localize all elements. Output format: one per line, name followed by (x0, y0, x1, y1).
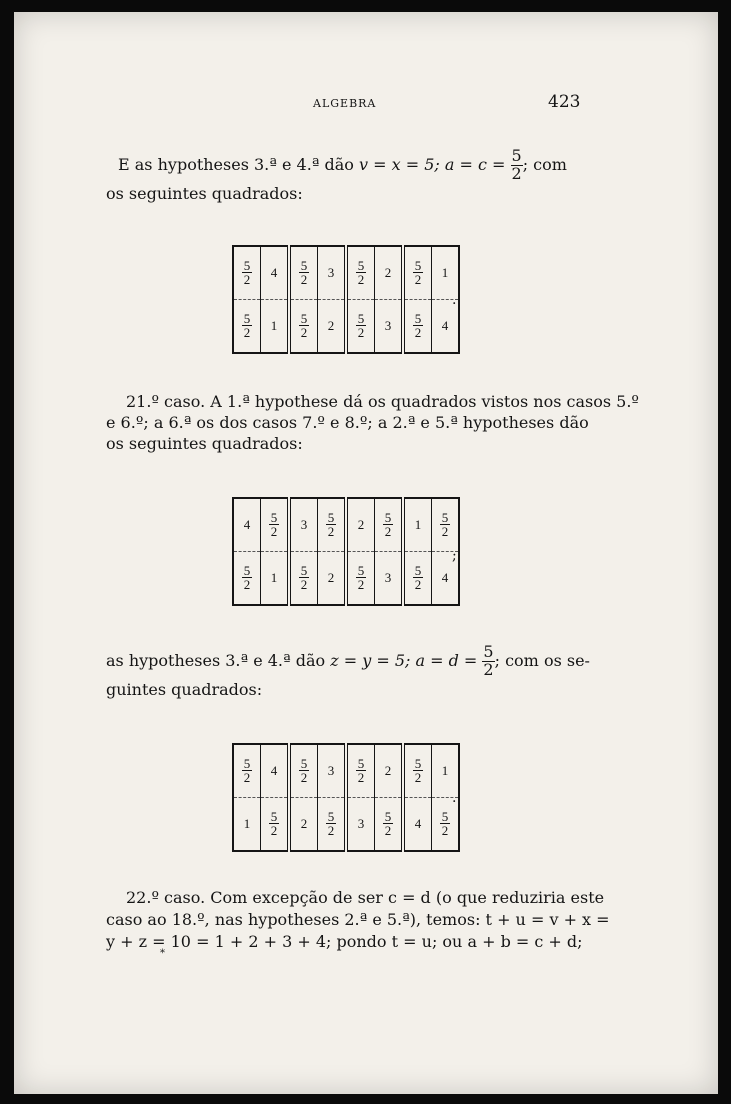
table-cell: 3 (375, 300, 404, 354)
paragraph3-math: z = y = 5; a = d = (330, 650, 483, 670)
paragraph1-end: ; com (522, 154, 567, 174)
table-cell: 2 (318, 300, 347, 354)
fraction-numerator: 5 (243, 562, 251, 578)
cell-fraction (299, 312, 310, 339)
fraction-denominator: 2 (243, 271, 251, 287)
paragraph4-line2: caso ao 18.º, nas hypotheses 2.ª e 5.ª), temos: t + u = v + x = (106, 910, 610, 929)
fraction-denominator: 2 (243, 324, 251, 340)
cell-fraction (413, 259, 424, 286)
table-cell: 1 (432, 744, 460, 798)
cell-fraction (326, 810, 337, 837)
cell-fraction (242, 312, 253, 339)
paragraph2-line2: e 6.º; a 6.ª os dos casos 7.º e 8.º; a 2.ª e 5.ª hypotheses dão (106, 413, 589, 432)
fraction-denominator: 2 (300, 271, 308, 287)
fraction-denominator: 2 (511, 163, 522, 183)
table-cell (403, 744, 432, 798)
table1-trailing: . (452, 292, 457, 308)
fraction-denominator: 2 (384, 523, 392, 539)
fraction-denominator: 2 (327, 822, 335, 838)
paragraph1-line2: os seguintes quadrados: (106, 184, 303, 203)
fraction-denominator: 2 (483, 659, 494, 679)
cell-fraction (299, 259, 310, 286)
running-header-title: ALGEBRA (313, 97, 377, 110)
fraction-denominator: 2 (414, 576, 422, 592)
cell-fraction (299, 564, 310, 591)
cell-fraction (440, 810, 451, 837)
fraction-denominator: 2 (300, 324, 308, 340)
table-row (233, 300, 459, 354)
table-row (233, 498, 459, 552)
cell-fraction (356, 757, 367, 784)
table-cell: 1 (261, 300, 290, 354)
paragraph3-line2: guintes quadrados: (106, 680, 263, 699)
table-cell (233, 744, 261, 798)
paragraph1-line1 (118, 148, 567, 183)
fraction-denominator: 2 (414, 271, 422, 287)
fraction-denominator: 2 (243, 769, 251, 785)
table-cell (289, 744, 318, 798)
footnote-mark: * (160, 948, 165, 959)
table-cell (261, 798, 290, 852)
table-cell: 1 (403, 498, 432, 552)
paragraph4-line3: y + z = 10 = 1 + 2 + 3 + 4; pondo t = u; ou a + b = c + d; (106, 932, 583, 951)
page-number: 423 (548, 92, 581, 112)
table-cell: 2 (318, 552, 347, 606)
fraction-numerator: 5 (357, 257, 365, 273)
fraction-numerator: 5 (357, 562, 365, 578)
cell-fraction (356, 259, 367, 286)
cell-fraction (413, 564, 424, 591)
table-cell: 3 (318, 744, 347, 798)
paragraph3-fraction (482, 644, 494, 679)
table-cell: 4 (261, 246, 290, 300)
fraction-numerator: 5 (357, 755, 365, 771)
table-cell (346, 246, 375, 300)
table-cell: 4 (233, 498, 261, 552)
table-cell: 1 (261, 552, 290, 606)
table3-trailing: . (452, 790, 457, 806)
fraction-numerator: 5 (483, 642, 494, 661)
table-cell: 2 (375, 246, 404, 300)
cell-fraction (356, 564, 367, 591)
table-cell (403, 300, 432, 354)
table-cell (375, 798, 404, 852)
table-cell (233, 246, 261, 300)
table-cell: 3 (375, 552, 404, 606)
table-cell: 4 (261, 744, 290, 798)
table-cell: 1 (432, 246, 460, 300)
fraction-denominator: 2 (441, 822, 449, 838)
fraction-denominator: 2 (441, 523, 449, 539)
cell-fraction (413, 312, 424, 339)
fraction-numerator: 5 (243, 310, 251, 326)
table-cell (318, 498, 347, 552)
table-cell (289, 552, 318, 606)
fraction-denominator: 2 (357, 576, 365, 592)
fraction-numerator: 5 (441, 509, 449, 525)
magic-square-table-3 (232, 743, 460, 852)
cell-fraction (269, 511, 280, 538)
fraction-numerator: 5 (270, 808, 278, 824)
table-cell (233, 300, 261, 354)
fraction-numerator: 5 (441, 808, 449, 824)
table-cell (261, 498, 290, 552)
fraction-denominator: 2 (384, 822, 392, 838)
magic-square-table-2 (232, 497, 460, 606)
fraction-numerator: 5 (414, 562, 422, 578)
fraction-numerator: 5 (357, 310, 365, 326)
fraction-numerator: 5 (327, 509, 335, 525)
table-cell: 1 (233, 798, 261, 852)
cell-fraction (413, 757, 424, 784)
fraction-numerator: 5 (270, 509, 278, 525)
table-cell (318, 798, 347, 852)
fraction-numerator: 5 (384, 808, 392, 824)
paragraph1-text: E as hypotheses 3.ª e 4.ª dão (118, 154, 359, 174)
table2-trailing: ; (452, 548, 457, 564)
fraction-numerator: 5 (414, 257, 422, 273)
fraction-denominator: 2 (357, 769, 365, 785)
table-row (233, 798, 459, 852)
table-cell (403, 552, 432, 606)
table-cell: 2 (375, 744, 404, 798)
cell-fraction (440, 511, 451, 538)
table-cell: 3 (289, 498, 318, 552)
paragraph1-fraction (511, 148, 523, 183)
fraction-numerator: 5 (300, 562, 308, 578)
fraction-denominator: 2 (270, 523, 278, 539)
table-cell: 4 (403, 798, 432, 852)
fraction-numerator: 5 (300, 310, 308, 326)
table-cell: 2 (346, 498, 375, 552)
table-cell (289, 300, 318, 354)
fraction-denominator: 2 (414, 769, 422, 785)
paragraph2-line3: os seguintes quadrados: (106, 434, 303, 453)
table-cell: 2 (289, 798, 318, 852)
paragraph2-line1: 21.º caso. A 1.ª hypothese dá os quadrados vistos nos casos 5.º (126, 392, 639, 411)
paragraph3-end: ; com os se- (494, 650, 590, 670)
fraction-numerator: 5 (384, 509, 392, 525)
paragraph4-line1: 22.º caso. Com excepção de ser c = d (o que reduziria este (126, 888, 605, 907)
fraction-numerator: 5 (243, 755, 251, 771)
table-cell: 3 (318, 246, 347, 300)
fraction-numerator: 5 (414, 310, 422, 326)
table-row (233, 744, 459, 798)
table-cell: 3 (346, 798, 375, 852)
fraction-numerator: 5 (300, 257, 308, 273)
table-row (233, 246, 459, 300)
cell-fraction (242, 259, 253, 286)
table-cell: 4 (441, 570, 449, 585)
cell-fraction (242, 564, 253, 591)
table-cell (432, 498, 460, 552)
table-cell (346, 744, 375, 798)
table-cell (289, 246, 318, 300)
cell-fraction (299, 757, 310, 784)
table-cell (346, 300, 375, 354)
fraction-denominator: 2 (300, 769, 308, 785)
fraction-denominator: 2 (300, 576, 308, 592)
cell-fraction (383, 810, 394, 837)
cell-fraction (242, 757, 253, 784)
fraction-denominator: 2 (327, 523, 335, 539)
magic-square-table-1 (232, 245, 460, 354)
table-cell (403, 246, 432, 300)
fraction-numerator: 5 (300, 755, 308, 771)
table-row (233, 552, 459, 606)
fraction-numerator: 5 (243, 257, 251, 273)
paragraph3-line1 (106, 644, 590, 679)
table-cell (346, 552, 375, 606)
fraction-denominator: 2 (270, 822, 278, 838)
cell-fraction (326, 511, 337, 538)
fraction-numerator: 5 (511, 146, 522, 165)
paragraph1-math: v = x = 5; a = c = (358, 154, 511, 174)
cell-fraction (356, 312, 367, 339)
fraction-denominator: 2 (357, 324, 365, 340)
fraction-numerator: 5 (327, 808, 335, 824)
table-cell (375, 498, 404, 552)
paragraph3-text: as hypotheses 3.ª e 4.ª dão (106, 650, 331, 670)
fraction-denominator: 2 (357, 271, 365, 287)
fraction-denominator: 2 (243, 576, 251, 592)
table-cell: 4 (441, 318, 449, 333)
fraction-numerator: 5 (414, 755, 422, 771)
table-cell (233, 552, 261, 606)
cell-fraction (383, 511, 394, 538)
fraction-denominator: 2 (414, 324, 422, 340)
cell-fraction (269, 810, 280, 837)
